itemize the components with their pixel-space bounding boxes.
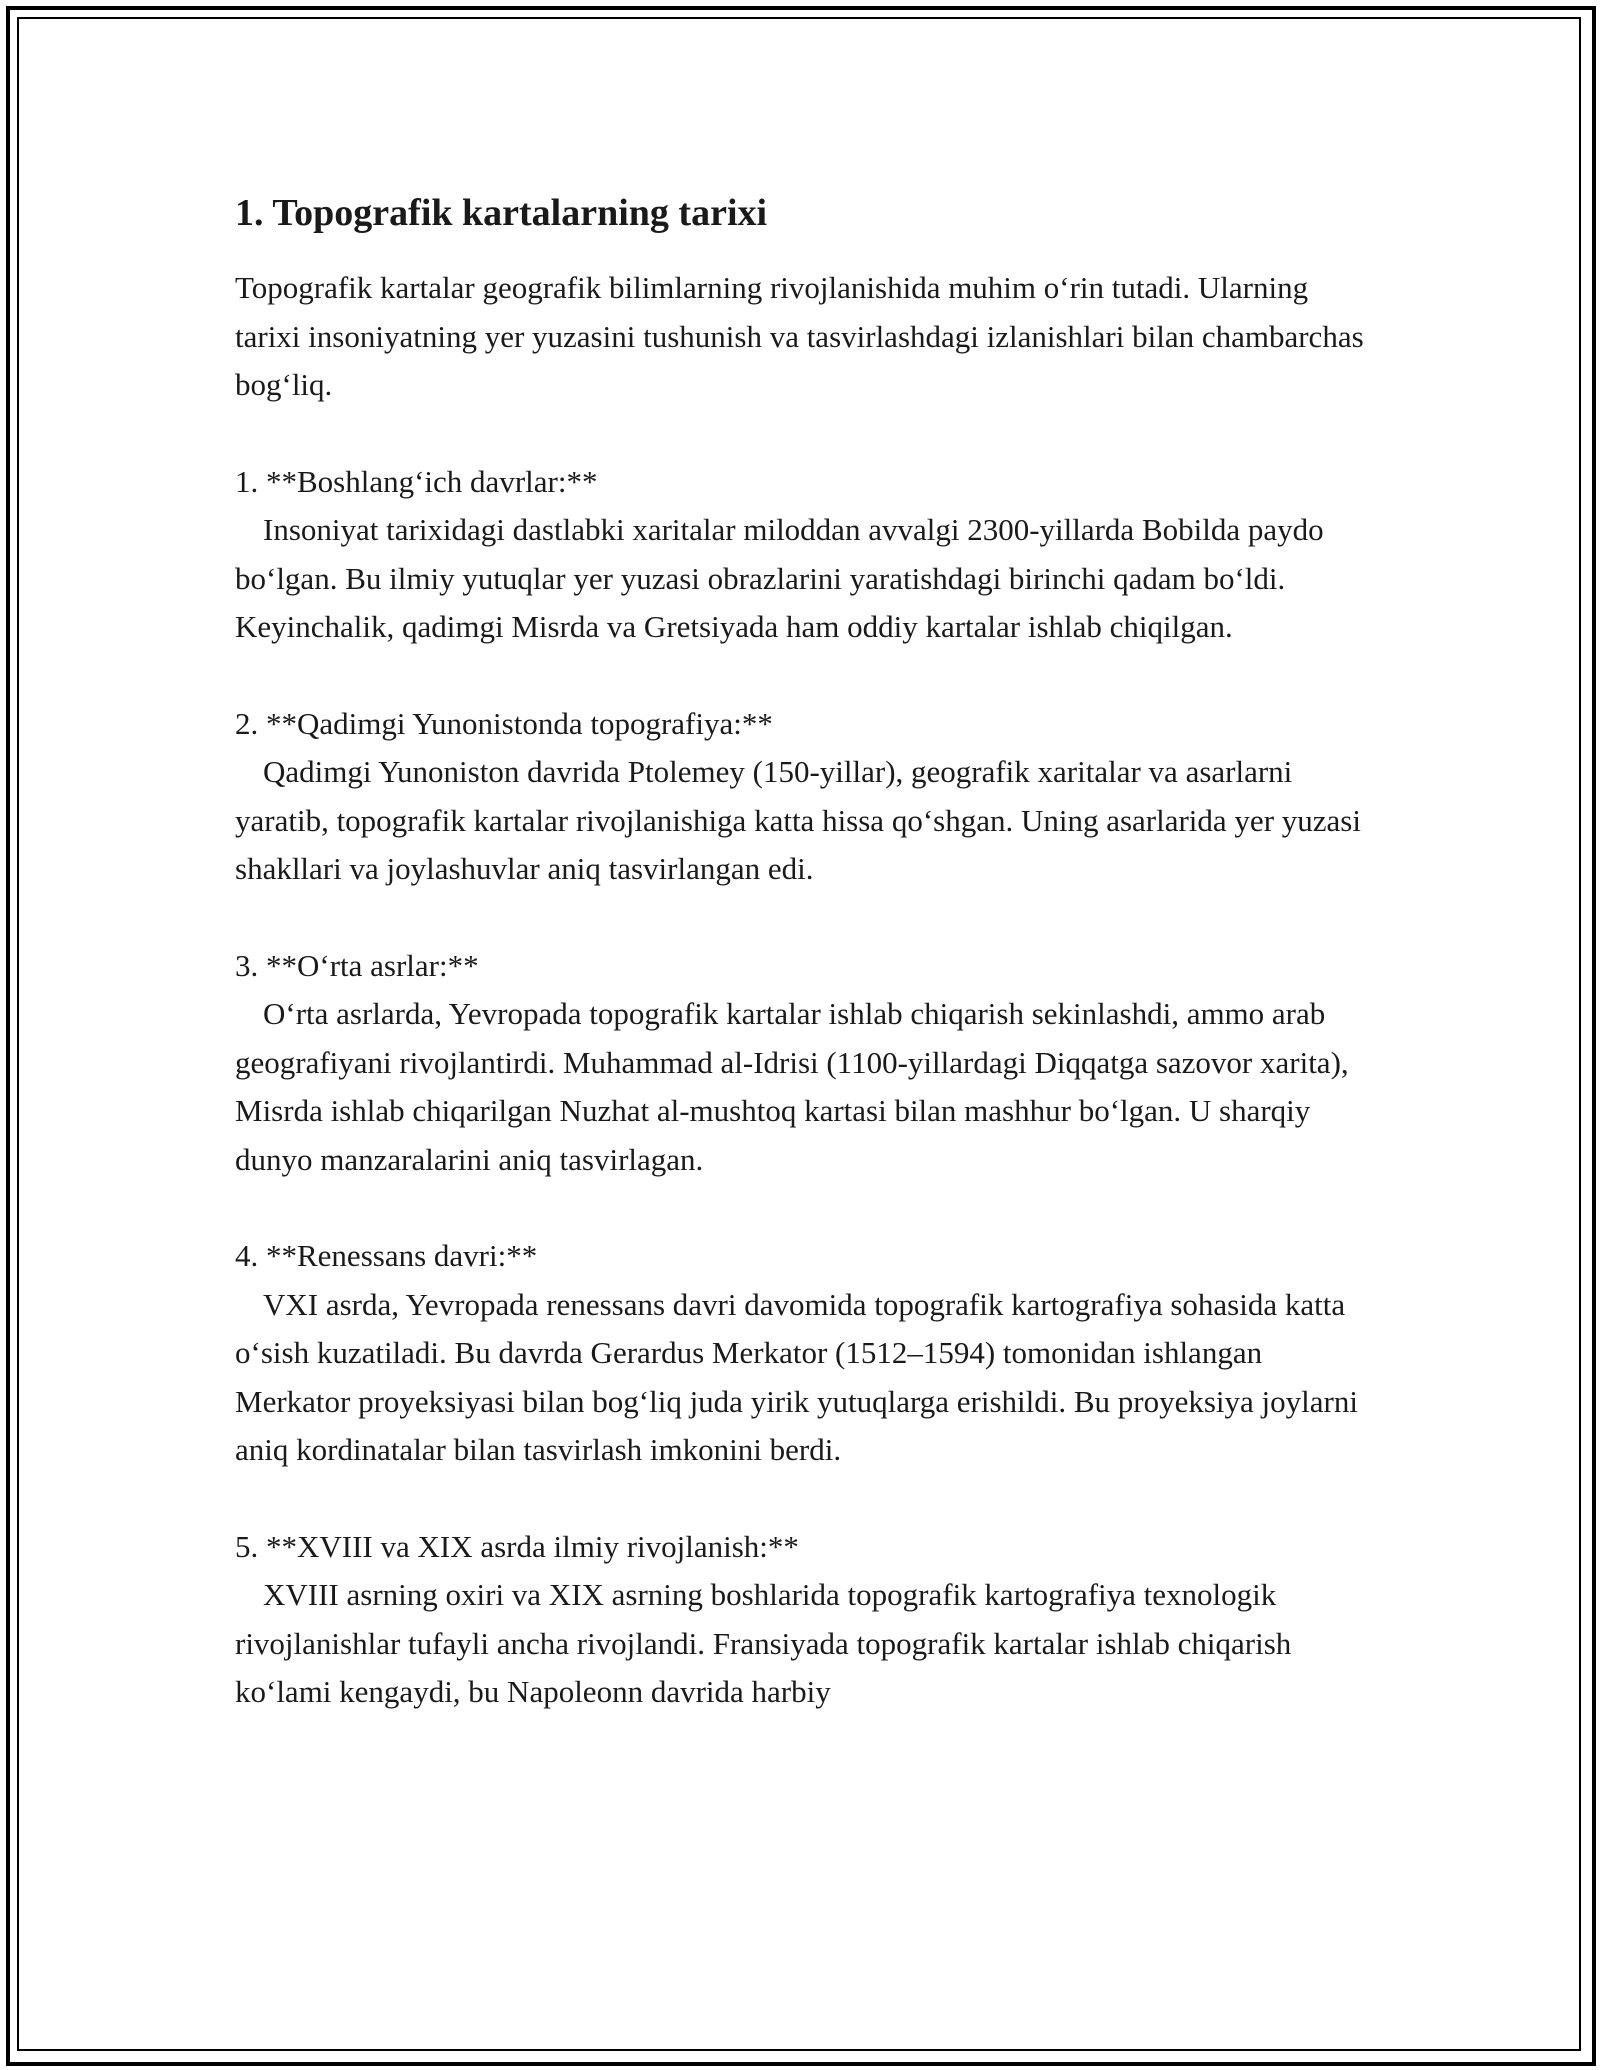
- section-3: [235, 942, 1375, 1185]
- section-4: [235, 1232, 1375, 1475]
- section-body: Qadimgi Yunoniston davrida Ptolemey (150-yillar), geografik xaritalar va asarlarni yaratib, topografik kartalar rivojlanishiga katta hissa qo‘shgan. Uning asarlarida yer yuzasi shakllari va joylashuvlar aniq tasvirlangan edi.: [235, 754, 1361, 886]
- section-2: [235, 700, 1375, 894]
- section-heading: 1. **Boshlang‘ich davrlar:**: [235, 463, 598, 499]
- section-body: Insoniyat tarixidagi dastlabki xaritalar miloddan avvalgi 2300-yillarda Bobilda paydo bo‘lgan. Bu ilmiy yutuqlar yer yuzasi obrazlarini yaratishdagi birinchi qadam bo‘ldi. Keyinchalik, qadimgi Misrda va Gretsiyada ham oddiy kartalar ishlab chiqilgan.: [235, 512, 1324, 644]
- section-heading: 3. **O‘rta asrlar:**: [235, 947, 479, 983]
- section-heading: 5. **XVIII va XIX asrda ilmiy rivojlanish:**: [235, 1528, 799, 1564]
- section-body: XVIII asrning oxiri va XIX asrning boshlarida topografik kartografiya texnologik rivojlanishlar tufayli ancha rivojlandi. Fransiyada topografik kartalar ishlab chiqarish ko‘lami kengaydi, bu Napoleonn davrida harbiy: [235, 1577, 1292, 1709]
- section-body: O‘rta asrlarda, Yevropada topografik kartalar ishlab chiqarish sekinlashdi, ammo arab geografiyani rivojlantirdi. Muhammad al-Idrisi (1100-yillardagi Diqqatga sazovor xarita), Misrda ishlab chiqarilgan Nuzhat al-mushtoq kartasi bilan mashhur bo‘lgan. U sharqiy dunyo manzaralarini aniq tasvirlagan.: [235, 996, 1349, 1177]
- section-heading: 2. **Qadimgi Yunonistonda topografiya:**: [235, 705, 773, 741]
- section-5: [235, 1523, 1375, 1717]
- intro-paragraph: Topografik kartalar geografik bilimlarning rivojlanishida muhim o‘rin tutadi. Ularning tarixi insoniyatning yer yuzasini tushunish va tasvirlashdagi izlanishlari bilan chambarchas bog‘liq.: [235, 270, 1364, 402]
- section-heading: 4. **Renessans davri:**: [235, 1238, 538, 1273]
- section-1: [235, 458, 1375, 652]
- document-content: [235, 188, 1375, 1717]
- section-body: VXI asrda, Yevropada renessans davri davomida topografik kartografiya sohasida katta o‘sish kuzatiladi. Bu davrda Gerardus Merkator (1512–1594) tomonidan ishlangan Merkator proyeksiyasi bilan bog‘liq juda yirik yutuqlarga erishildi. Bu proyeksiya joylarni aniq kordinatalar bilan tasvirlash imkonini berdi.: [235, 1286, 1358, 1467]
- document-title: 1. Topografik kartalarning tarixi: [235, 192, 768, 234]
